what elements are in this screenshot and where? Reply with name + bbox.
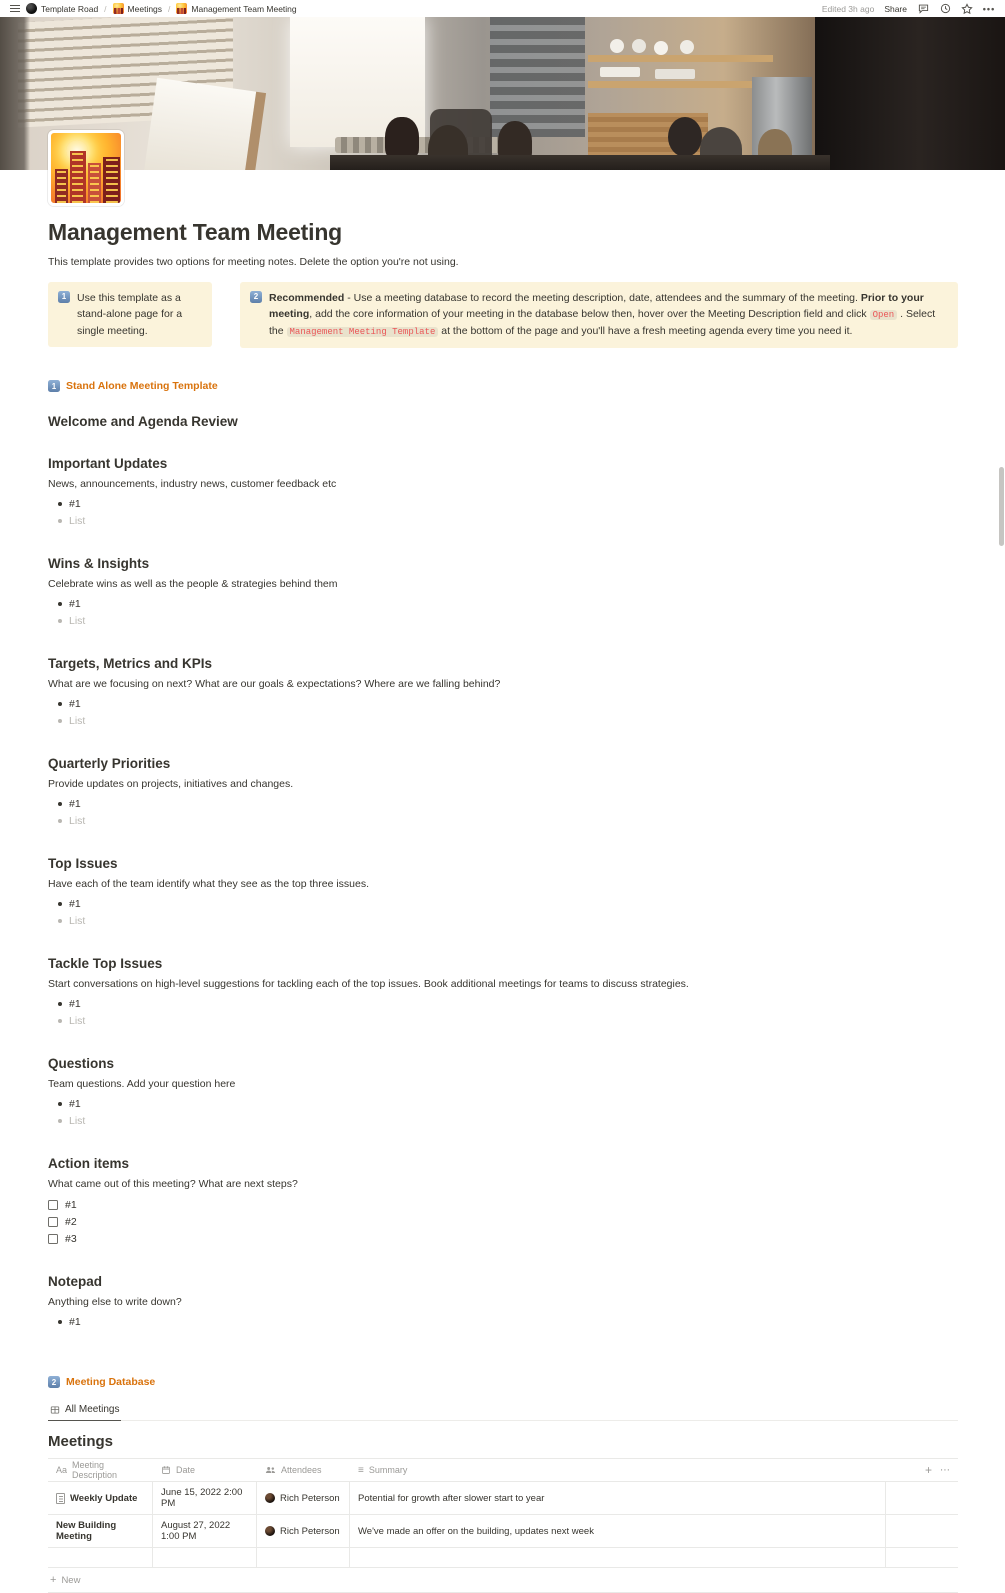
keycap-2-icon: 2 xyxy=(250,291,262,303)
vertical-scrollbar[interactable] xyxy=(999,467,1004,546)
placeholder-text: List xyxy=(69,714,86,727)
cell-text: Rich Peterson xyxy=(280,1492,340,1504)
bullet-icon xyxy=(58,1320,62,1324)
section-heading: Notepad xyxy=(48,1274,102,1290)
avatar xyxy=(265,1526,275,1536)
callout-columns xyxy=(48,282,958,348)
bullet-icon xyxy=(58,1002,62,1006)
database-view-tabs xyxy=(48,1400,958,1421)
bullet-item-placeholder[interactable] xyxy=(48,912,958,929)
cell-text: Potential for growth after slower start to year xyxy=(358,1492,545,1504)
text-property-icon: Aa xyxy=(56,1465,68,1476)
section-heading: Targets, Metrics and KPIs xyxy=(48,656,213,672)
section-heading: Questions xyxy=(48,1056,115,1072)
todo-text: #1 xyxy=(65,1198,77,1211)
link-label: Stand Alone Meeting Template xyxy=(66,379,218,392)
avatar xyxy=(265,1493,275,1503)
placeholder-text: List xyxy=(69,1014,86,1027)
column-label: Date xyxy=(176,1465,196,1476)
bullet-item[interactable] xyxy=(48,795,958,812)
bullet-item[interactable] xyxy=(48,995,958,1012)
heading-welcome-agenda: Welcome and Agenda Review xyxy=(48,414,238,430)
link-label: Meeting Database xyxy=(66,1375,156,1388)
section-heading: Wins & Insights xyxy=(48,556,150,572)
top-bar xyxy=(0,0,1005,17)
page-description: This template provides two options for meeting notes. Delete the option you're not using. xyxy=(48,256,459,268)
cell-empty[interactable] xyxy=(886,1482,958,1514)
placeholder-text: List xyxy=(69,514,86,527)
section-tackle-top-issues xyxy=(48,956,958,1029)
column-header-meeting-description[interactable] xyxy=(48,1459,153,1481)
section-heading: Quarterly Priorities xyxy=(48,756,171,772)
breadcrumb-label: Template Road xyxy=(41,3,99,14)
bullet-text: #1 xyxy=(69,897,81,910)
bullet-item-placeholder[interactable] xyxy=(48,1012,958,1029)
bullet-icon xyxy=(58,619,62,623)
page-document-icon xyxy=(56,1493,65,1504)
section-questions xyxy=(48,1056,958,1129)
section-description: Celebrate wins as well as the people & strategies behind them xyxy=(48,578,338,591)
section-quarterly-priorities xyxy=(48,756,958,829)
cell-empty[interactable] xyxy=(886,1548,958,1567)
bullet-icon xyxy=(58,1019,62,1023)
column-label: Summary xyxy=(368,1465,408,1476)
breadcrumb-separator: / xyxy=(104,3,107,14)
breadcrumb-label: Meetings xyxy=(127,3,163,14)
bullet-item[interactable] xyxy=(48,595,958,612)
cell-date[interactable] xyxy=(153,1515,257,1547)
tab-label: All Meetings xyxy=(65,1404,120,1416)
bullet-icon xyxy=(58,902,62,906)
bullet-text: #1 xyxy=(69,997,81,1010)
bullet-item[interactable] xyxy=(48,895,958,912)
section-important-updates xyxy=(48,456,958,529)
cell-text: Weekly Update xyxy=(70,1492,138,1504)
link-stand-alone-template[interactable] xyxy=(48,379,958,392)
column-header-summary[interactable] xyxy=(350,1459,886,1481)
cell-text: August 27, 2022 1:00 PM xyxy=(161,1520,231,1543)
plus-icon: + xyxy=(50,1574,57,1587)
database-title: Meetings xyxy=(48,1433,114,1451)
section-heading: Top Issues xyxy=(48,856,118,872)
section-description: Start conversations on high-level suggestions for tackling each of the top issues. Book additional meetings for teams to discuss strategies. xyxy=(48,978,689,991)
bullet-icon xyxy=(58,502,62,506)
bullet-icon xyxy=(58,1119,62,1123)
section-top-issues xyxy=(48,856,958,929)
todo-item xyxy=(48,1230,958,1247)
bullet-text: #1 xyxy=(69,497,81,510)
checkbox-unchecked[interactable] xyxy=(48,1234,58,1244)
bullet-item-placeholder[interactable] xyxy=(48,812,958,829)
workspace-logo-icon xyxy=(26,3,37,14)
bullet-icon xyxy=(58,719,62,723)
section-description: Team questions. Add your question here xyxy=(48,1078,236,1091)
column-header-attendees[interactable] xyxy=(257,1459,350,1481)
cell-meeting-description[interactable] xyxy=(48,1482,153,1514)
people-icon xyxy=(265,1465,276,1475)
comments-icon[interactable] xyxy=(917,3,929,15)
page-title: Management Team Meeting xyxy=(48,219,343,245)
calendar-icon xyxy=(161,1465,171,1475)
section-heading: Action items xyxy=(48,1156,130,1172)
city-sunset-icon xyxy=(113,3,124,14)
section-description: News, announcements, industry news, customer feedback etc xyxy=(48,478,337,491)
cell-attendees[interactable] xyxy=(257,1515,350,1547)
column-label: Meeting Description xyxy=(72,1460,118,1481)
column-label: Attendees xyxy=(281,1465,322,1476)
breadcrumb-workspace[interactable] xyxy=(26,3,98,14)
todo-text: #3 xyxy=(65,1232,77,1245)
table-row-empty[interactable] xyxy=(48,1548,958,1568)
cell-empty[interactable] xyxy=(48,1548,153,1567)
cell-text: We've made an offer on the building, updates next week xyxy=(358,1525,594,1537)
section-notepad xyxy=(48,1274,958,1330)
hamburger-menu-icon[interactable] xyxy=(10,5,20,13)
keycap-2-icon: 2 xyxy=(48,1376,60,1388)
bullet-icon xyxy=(58,919,62,923)
bullet-item-placeholder[interactable] xyxy=(48,712,958,729)
cell-attendees[interactable] xyxy=(257,1482,350,1514)
section-description: Have each of the team identify what they see as the top three issues. xyxy=(48,878,370,891)
breadcrumb-current-page[interactable] xyxy=(176,3,296,14)
cell-text: June 15, 2022 2:00 PM xyxy=(161,1487,243,1510)
bullet-icon xyxy=(58,702,62,706)
todo-item xyxy=(48,1213,958,1230)
cell-empty[interactable] xyxy=(257,1548,350,1567)
bullet-text: #1 xyxy=(69,1097,81,1110)
breadcrumb-label: Management Team Meeting xyxy=(191,3,297,14)
section-description: Provide updates on projects, initiatives and changes. xyxy=(48,778,294,791)
keycap-1-icon: 1 xyxy=(48,380,60,392)
cell-summary[interactable] xyxy=(350,1515,886,1547)
more-options-icon[interactable]: ••• xyxy=(982,3,996,14)
section-heading: Important Updates xyxy=(48,456,168,472)
city-sunset-icon xyxy=(176,3,187,14)
table-header-row xyxy=(48,1458,958,1482)
favorite-star-icon[interactable] xyxy=(961,3,973,15)
column-header-date[interactable] xyxy=(153,1459,257,1481)
placeholder-text: List xyxy=(69,1114,86,1127)
table-row[interactable] xyxy=(48,1515,958,1548)
bullet-item[interactable] xyxy=(48,695,958,712)
bullet-text: #1 xyxy=(69,797,81,810)
breadcrumb-meetings[interactable] xyxy=(113,3,163,14)
bullet-icon xyxy=(58,519,62,523)
bullet-text: #1 xyxy=(69,697,81,710)
checkbox-unchecked[interactable] xyxy=(48,1217,58,1227)
section-heading: Tackle Top Issues xyxy=(48,956,163,972)
todo-text: #2 xyxy=(65,1215,77,1228)
bullet-icon xyxy=(58,602,62,606)
link-meeting-database[interactable] xyxy=(48,1375,958,1388)
cell-empty[interactable] xyxy=(350,1548,886,1567)
keycap-1-icon: 1 xyxy=(58,291,70,303)
table-view-icon xyxy=(50,1405,60,1415)
cell-text: Rich Peterson xyxy=(280,1525,340,1537)
todo-item xyxy=(48,1196,958,1213)
placeholder-text: List xyxy=(69,814,86,827)
bullet-item[interactable] xyxy=(48,1313,958,1330)
cell-date[interactable] xyxy=(153,1482,257,1514)
checkbox-unchecked[interactable] xyxy=(48,1200,58,1210)
bullet-icon xyxy=(58,1102,62,1106)
cell-meeting-description[interactable] xyxy=(48,1515,153,1547)
callout-text: Recommended - Use a meeting database to record the meeting description, date, attendees and the summary of the meeting. Prior to your meeting, add the core information of your meeting in the database below then, hover over the Meeting Description field and click Open . Select the Management Meeting Template at the bottom of the page and you'll have a fresh meeting agenda every time you need it. xyxy=(269,292,936,338)
section-description: What came out of this meeting? What are next steps? xyxy=(48,1178,298,1191)
bullet-item-placeholder[interactable] xyxy=(48,512,958,529)
breadcrumb-separator: / xyxy=(168,3,171,14)
bullet-text: #1 xyxy=(69,597,81,610)
add-column-button[interactable]: + xyxy=(924,1463,932,1478)
tab-all-meetings[interactable] xyxy=(48,1400,121,1421)
bullet-item[interactable] xyxy=(48,1095,958,1112)
section-wins-insights xyxy=(48,556,958,629)
new-row-label: New xyxy=(61,1574,81,1586)
edited-timestamp: Edited 3h ago xyxy=(821,3,875,14)
bullet-item-placeholder[interactable] xyxy=(48,612,958,629)
share-button[interactable]: Share xyxy=(884,3,907,14)
table-row[interactable] xyxy=(48,1482,958,1515)
section-description: What are we focusing on next? What are our goals & expectations? Where are we falling behind? xyxy=(48,678,501,691)
updates-clock-icon[interactable] xyxy=(939,3,951,15)
table-more-options-icon[interactable]: ⋯ xyxy=(940,1464,950,1476)
cell-empty[interactable] xyxy=(153,1548,257,1567)
placeholder-text: List xyxy=(69,914,86,927)
bullet-text: #1 xyxy=(69,1315,81,1328)
cell-summary[interactable] xyxy=(350,1482,886,1514)
callout-option-1 xyxy=(48,282,212,347)
section-targets-metrics-kpis xyxy=(48,656,958,729)
bullet-item-placeholder[interactable] xyxy=(48,1112,958,1129)
page-emoji-icon-city-sunset[interactable] xyxy=(48,130,124,206)
table-header-controls xyxy=(886,1459,958,1481)
callout-option-2 xyxy=(240,282,958,348)
bullet-icon xyxy=(58,802,62,806)
cell-text: New Building Meeting xyxy=(56,1520,117,1543)
bullet-item[interactable] xyxy=(48,495,958,512)
callout-text: Use this template as a stand-alone page for a single meeting. xyxy=(77,292,183,337)
section-action-items xyxy=(48,1156,958,1247)
bullet-icon xyxy=(58,819,62,823)
new-row-button[interactable] xyxy=(48,1568,958,1593)
placeholder-text: List xyxy=(69,614,86,627)
text-lines-icon: ≡ xyxy=(358,1464,364,1476)
cell-empty[interactable] xyxy=(886,1515,958,1547)
section-description: Anything else to write down? xyxy=(48,1296,182,1309)
